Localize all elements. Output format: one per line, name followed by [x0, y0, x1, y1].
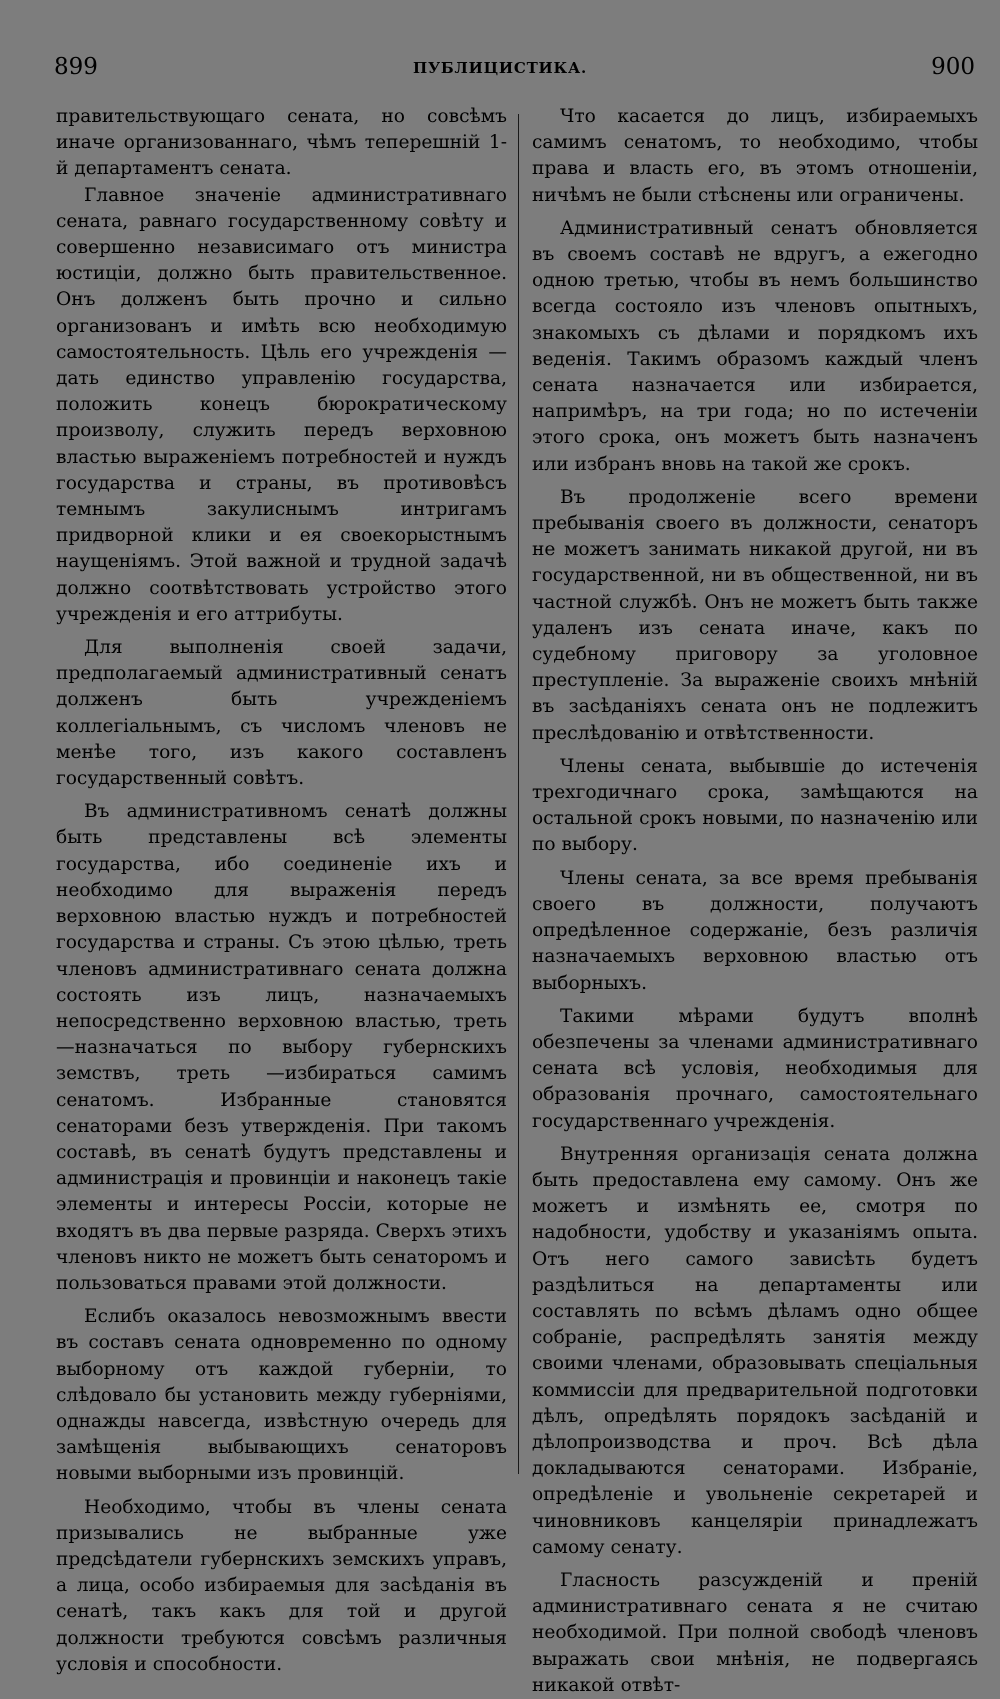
paragraph: Главное значеніе административнаго сената, равнаго государственному совѣту и совершенно независимаго отъ министра юстиціи, должно быть правительственное. Онъ долженъ быть прочно и сильно организованъ и имѣть всю необходимую самостоятельность. Цѣль его учрежденія — дать единство управленію государства, положить конецъ бюрократическому произволу, служить передъ верховною властью выраженіемъ потребностей и нуждъ государства и страны, въ противовѣсъ темнымъ закулиснымъ интригамъ придворной клики и ея своекорыстнымъ наущеніямъ. Этой важной и трудной задачѣ должно соотвѣтствовать устройство этого учрежденія и его аттрибуты. [56, 184, 507, 625]
left-column [56, 104, 507, 1678]
column-divider [518, 114, 519, 1474]
right-column [532, 104, 978, 1699]
paragraph: Въ административномъ сенатѣ должны быть представлены всѣ элементы государства, ибо соединеніе ихъ и необходимо для выраженія передъ верховною властью нуждъ и потребностей государства и страны. Съ этою цѣлью, треть членовъ административнаго сената должна состоять изъ лицъ, назначаемыхъ непосредственно верховною властью, треть—назначаться по выбору губернскихъ земствъ, треть —избираться самимъ сенатомъ. Избранные становятся сенаторами безъ утвержденія. При такомъ составѣ, въ сенатѣ будутъ представлены и администрація и провинціи и наконецъ такіе элементы и интересы Россіи, которые не входятъ въ два первые разряда. Сверхъ этихъ членовъ никто не можетъ быть сенаторомъ и пользоваться правами этой должности. [56, 801, 507, 1294]
page-header [0, 52, 1000, 84]
running-title: ПУБЛИЦИСТИКА. [412, 59, 587, 77]
paragraph: Необходимо, чтобы въ члены сената призывались не выбранные уже предсѣдатели губернскихъ земскихъ управъ, а лица, особо избираемыя для засѣданія въ сенатѣ, такъ какъ для той и другой должности требуются совсѣмъ различныя условія и способности. [56, 1496, 507, 1675]
paragraph: правительствующаго сената, но совсѣмъ иначе организованнаго, чѣмъ теперешній 1-й департаментъ сената. [56, 106, 507, 180]
paragraph: Въ продолженіе всего времени пребыванія своего въ должности, сенаторъ не можетъ занимать никакой другой, ни въ государственной, ни въ общественной, ни въ частной службѣ. Онъ не можетъ быть также удаленъ изъ сената иначе, какъ по судебному приговору за уголовное преступленіе. За выраженіе своихъ мнѣній въ засѣданіяхъ сената онъ не подлежитъ преслѣдованію и отвѣтственности. [532, 486, 978, 744]
paragraph: Для выполненія своей задачи, предполагаемый административный сенатъ долженъ быть учрежденіемъ коллегіальнымъ, съ числомъ членовъ не менѣе того, изъ какого составленъ государственный совѣтъ. [56, 637, 507, 790]
paragraph: Гласность разсужденій и преній административнаго сената я не считаю необходимой. При полной свободѣ членовъ выражать свои мнѣнія, не подвергаясь никакой отвѣт- [532, 1569, 978, 1696]
left-page-number: 899 [54, 54, 98, 80]
paragraph: Административный сенатъ обновляется въ своемъ составѣ не вдругъ, а ежегодно одною третью, чтобы въ немъ большинство всегда состояло изъ членовъ опытныхъ, знакомыхъ съ дѣлами и порядкомъ ихъ веденія. Такимъ образомъ каждый членъ сената назначается или избирается, напримѣръ, на три года; но по истеченіи этого срока, онъ можетъ быть назначенъ или избранъ вновь на такой же срокъ. [532, 217, 978, 475]
right-page-number: 900 [931, 54, 975, 80]
paragraph: Члены сената, выбывшіе до истеченія трехгодичнаго срока, замѣщаются на остальной срокъ новыми, по назначенію или по выбору. [532, 755, 978, 856]
paragraph: Члены сената, за все время пребыванія своего въ должности, получаютъ опредѣленное содержаніе, безъ различія назначаемыхъ верховною властью отъ выборныхъ. [532, 867, 978, 994]
paragraph: Еслибъ оказалось невозможнымъ ввести въ составъ сената одновременно по одному выборному отъ каждой губерніи, то слѣдовало бы установить между губерніями, однажды навсегда, извѣстную очередь для замѣщенія выбывающихъ сенаторовъ новыми выборными изъ провинцій. [56, 1306, 507, 1485]
paragraph: Внутренняя организація сената должна быть предоставлена ему самому. Онъ же можетъ и измѣнять ее, смотря по надобности, удобству и указаніямъ опыта. Отъ него самого зависѣть будетъ раздѣлиться на департаменты или составлять по всѣмъ дѣламъ одно общее собраніе, распредѣлять занятія между своими членами, образовывать спеціальныя коммиссіи для предварительной подготовки дѣлъ, опредѣлять порядокъ засѣданій и дѣлопроизводства и проч. Всѣ дѣла докладываются сенаторами. Избраніе, опредѣленіе и увольненіе секретарей и чиновниковъ канцеляріи принадлежатъ самому сенату. [532, 1143, 978, 1558]
paragraph: Такими мѣрами будутъ вполнѣ обезпечены за членами административнаго сената всѣ условія, необходимыя для образованія прочнаго, самостоятельнаго государственнаго учрежденія. [532, 1005, 978, 1132]
paragraph: Что касается до лицъ, избираемыхъ самимъ сенатомъ, то необходимо, чтобы права и власть его, въ этомъ отношеніи, ничѣмъ не были стѣснены или ограничены. [532, 106, 978, 206]
